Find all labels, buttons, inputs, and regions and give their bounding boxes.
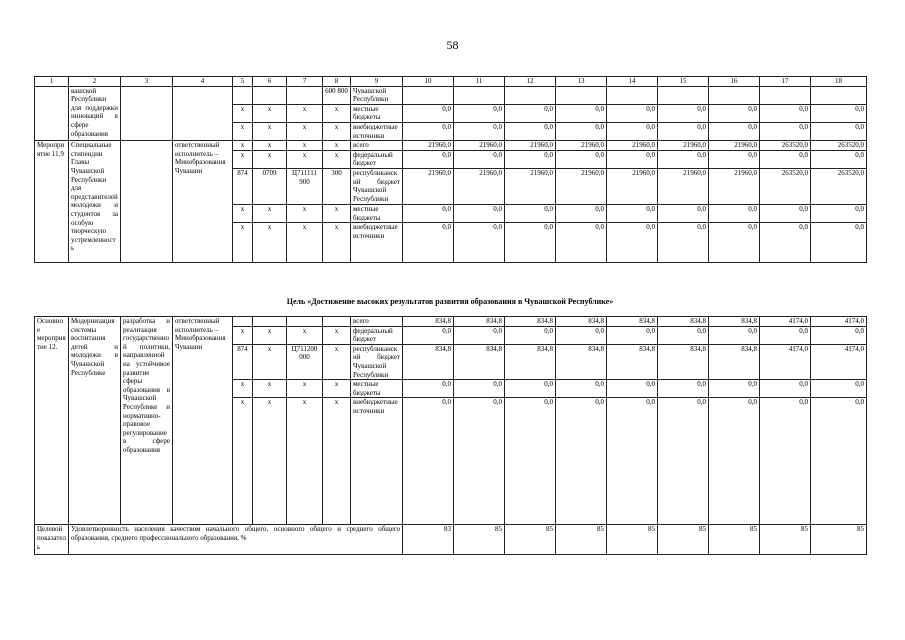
cell-amount: 0,0 <box>454 150 505 168</box>
cell-amount: 0,0 <box>403 380 454 398</box>
cell-grbs: x <box>233 150 253 168</box>
cell-amount: 0,0 <box>505 223 556 263</box>
cell-amount: 834,8 <box>658 317 709 327</box>
cell-amount <box>403 86 454 104</box>
cell-grbs: x <box>233 380 253 398</box>
cell-target-article <box>287 86 323 104</box>
cell-grbs: 874 <box>233 344 253 379</box>
cell-target-article: x <box>287 141 323 151</box>
header-cell: 12 <box>505 77 556 87</box>
goal-title: Цель «Достижение высоких результатов развития образования в Чувашской Республике» <box>286 297 614 306</box>
cell-target-article <box>287 317 323 327</box>
cell-amount: 0,0 <box>556 223 607 263</box>
cell-section: x <box>253 204 287 222</box>
cell-amount: 834,8 <box>658 344 709 379</box>
cell-amount: 834,8 <box>505 344 556 379</box>
cell-amount: 834,8 <box>556 344 607 379</box>
table-row <box>35 141 867 151</box>
header-cell: 7 <box>287 77 323 87</box>
cell-funding-source: внебюджетные источники <box>351 223 403 263</box>
cell-amount: 0,0 <box>454 223 505 263</box>
cell-funding-source: всего <box>351 141 403 151</box>
cell-expense-type: x <box>323 122 351 140</box>
cell-grbs: x <box>233 223 253 263</box>
cell-amount: 0,0 <box>658 122 709 140</box>
budget-table-top <box>34 76 867 263</box>
cell-amount: 0,0 <box>505 104 556 122</box>
cell-funding-source: Чувашской Республики <box>351 86 403 104</box>
cell-amount: 0,0 <box>505 150 556 168</box>
cell-amount: 0,0 <box>811 380 867 398</box>
cell-amount: 0,0 <box>607 326 658 344</box>
cell-grbs <box>233 317 253 327</box>
cell-section: x <box>253 122 287 140</box>
cell-amount: 834,8 <box>556 317 607 327</box>
cell-amount: 0,0 <box>403 326 454 344</box>
cell-amount: 0,0 <box>454 122 505 140</box>
cell-amount: 0,0 <box>505 380 556 398</box>
cell-amount: 0,0 <box>403 150 454 168</box>
cell-amount: 0,0 <box>658 150 709 168</box>
cell-amount: 21960,0 <box>454 141 505 151</box>
cell-amount: 834,8 <box>607 344 658 379</box>
cell-empty <box>35 86 69 141</box>
cell-amount: 0,0 <box>556 104 607 122</box>
cell-expense-type <box>323 317 351 327</box>
cell-target-article: x <box>287 122 323 140</box>
cell-amount: 21960,0 <box>607 141 658 151</box>
cell-amount: 0,0 <box>811 398 867 525</box>
cell-expense-type: x <box>323 398 351 525</box>
cell-expense-type: x <box>323 223 351 263</box>
cell-amount: 0,0 <box>607 150 658 168</box>
cell-funding-source: республиканский бюджет Чувашской Республики <box>351 344 403 379</box>
header-cell: 9 <box>351 77 403 87</box>
cell-amount: 834,8 <box>454 344 505 379</box>
cell-amount: 263520,0 <box>760 168 811 204</box>
header-cell: 18 <box>811 77 867 87</box>
cell-section <box>253 86 287 104</box>
cell-amount: 0,0 <box>811 223 867 263</box>
cell-grbs: x <box>233 122 253 140</box>
cell-amount: 0,0 <box>658 223 709 263</box>
cell-expense-type: 600 800 <box>323 86 351 104</box>
cell-grbs: x <box>233 398 253 525</box>
cell-target-value: 85 <box>556 525 607 555</box>
cell-target-article: x <box>287 223 323 263</box>
cell-funding-source: местные бюджеты <box>351 204 403 222</box>
header-cell: 1 <box>35 77 69 87</box>
cell-empty <box>121 141 173 263</box>
cell-amount: 21960,0 <box>556 141 607 151</box>
cell-amount: 0,0 <box>454 398 505 525</box>
header-cell: 3 <box>121 77 173 87</box>
cell-amount: 0,0 <box>454 104 505 122</box>
cell-amount: 0,0 <box>454 380 505 398</box>
target-row <box>35 525 867 555</box>
cell-target-value: 85 <box>607 525 658 555</box>
cell-amount: 0,0 <box>607 104 658 122</box>
cell-amount: 0,0 <box>607 223 658 263</box>
cell-expense-type: x <box>323 344 351 379</box>
cell-target-value: 85 <box>505 525 556 555</box>
cell-amount: 0,0 <box>403 104 454 122</box>
cell-amount: 0,0 <box>760 104 811 122</box>
cell-amount: 21960,0 <box>454 168 505 204</box>
cell-amount: 834,8 <box>403 317 454 327</box>
cell-expense-type: x <box>323 141 351 151</box>
cell-target-article: x <box>287 104 323 122</box>
cell-section <box>253 317 287 327</box>
cell-amount: 0,0 <box>556 326 607 344</box>
cell-section: x <box>253 141 287 151</box>
cell-amount: 21960,0 <box>556 168 607 204</box>
cell-amount: 834,8 <box>505 317 556 327</box>
header-cell: 2 <box>69 77 121 87</box>
cell-amount: 21960,0 <box>658 141 709 151</box>
cell-amount <box>607 86 658 104</box>
cell-amount: 0,0 <box>658 104 709 122</box>
header-row <box>35 77 867 87</box>
page-number: 58 <box>446 38 459 52</box>
cell-amount: 0,0 <box>709 122 760 140</box>
cell-amount: 834,8 <box>454 317 505 327</box>
cell-amount: 0,0 <box>607 398 658 525</box>
cell-amount: 0,0 <box>760 150 811 168</box>
cell-target-value: 85 <box>760 525 811 555</box>
cell-amount: 0,0 <box>709 398 760 525</box>
cell-amount: 4174,0 <box>811 344 867 379</box>
cell-amount: 263520,0 <box>760 141 811 151</box>
cell-target-value: 85 <box>811 525 867 555</box>
cell-amount: 0,0 <box>607 122 658 140</box>
table-row <box>35 86 867 104</box>
cell-amount: 0,0 <box>811 104 867 122</box>
cell-amount: 0,0 <box>811 122 867 140</box>
cell-funding-source: местные бюджеты <box>351 380 403 398</box>
cell-amount: 21960,0 <box>709 168 760 204</box>
header-cell: 15 <box>658 77 709 87</box>
cell-amount: 0,0 <box>607 380 658 398</box>
cell-amount: 0,0 <box>403 398 454 525</box>
header-cell: 16 <box>709 77 760 87</box>
cell-target-article: Ц711200 000 <box>287 344 323 379</box>
cell-amount: 0,0 <box>811 204 867 222</box>
cell-section: 0709 <box>253 168 287 204</box>
cell-amount: 0,0 <box>709 380 760 398</box>
cell-empty <box>173 86 233 141</box>
cell-target-value: 83 <box>403 525 454 555</box>
cell-event-label: Мероприятие 11.9 <box>35 141 69 263</box>
header-cell: 10 <box>403 77 454 87</box>
cell-amount: 0,0 <box>760 122 811 140</box>
cell-amount: 0,0 <box>403 204 454 222</box>
cell-amount: 0,0 <box>556 398 607 525</box>
cell-grbs: x <box>233 104 253 122</box>
cell-amount: 0,0 <box>709 326 760 344</box>
cell-section: x <box>253 398 287 525</box>
cell-funding-source: внебюджетные источники <box>351 122 403 140</box>
cell-amount: 0,0 <box>505 326 556 344</box>
cell-event-label: Основное мероприятие 12. <box>35 317 69 525</box>
cell-amount: 0,0 <box>760 326 811 344</box>
cell-target-article: x <box>287 326 323 344</box>
cell-expense-type: x <box>323 150 351 168</box>
cell-amount: 21960,0 <box>658 168 709 204</box>
budget-table-bottom <box>34 316 867 555</box>
cell-amount: 0,0 <box>556 150 607 168</box>
cell-amount: 21960,0 <box>505 141 556 151</box>
cell-amount: 0,0 <box>454 204 505 222</box>
cell-amount: 0,0 <box>556 204 607 222</box>
cell-amount: 0,0 <box>811 150 867 168</box>
cell-amount: 0,0 <box>505 122 556 140</box>
header-cell: 6 <box>253 77 287 87</box>
cell-funding-source: всего <box>351 317 403 327</box>
cell-expense-type: x <box>323 104 351 122</box>
cell-expense-type: x <box>323 380 351 398</box>
cell-amount: 0,0 <box>658 380 709 398</box>
cell-funding-source: федеральный бюджет <box>351 326 403 344</box>
cell-amount <box>760 86 811 104</box>
cell-amount <box>811 86 867 104</box>
cell-amount: 0,0 <box>760 380 811 398</box>
cell-target-article: x <box>287 380 323 398</box>
cell-amount: 0,0 <box>811 326 867 344</box>
cell-target-value: 85 <box>454 525 505 555</box>
cell-amount: 0,0 <box>505 398 556 525</box>
cell-target-text: Удовлетворенность населения качеством начального общего, основного общего и среднего общего образования, среднего профессионального образования, % <box>69 525 403 555</box>
cell-amount: 21960,0 <box>505 168 556 204</box>
cell-amount: 0,0 <box>709 104 760 122</box>
cell-amount: 263520,0 <box>811 168 867 204</box>
cell-target-label: Целевой показатель <box>35 525 69 555</box>
cell-amount: 0,0 <box>505 204 556 222</box>
cell-grbs: x <box>233 204 253 222</box>
cell-funding-source: федеральный бюджет <box>351 150 403 168</box>
cell-funding-source: республиканский бюджет Чувашской Республики <box>351 168 403 204</box>
cell-expected-result: разработка и реализация государственной политики, направленной на устойчивое развитие сферы образования в Чувашской Республике и нормативно-правовое регулирование в сфере образования <box>121 317 173 525</box>
cell-event-name: вашской Республики для поддержки инноваций в сфере образования <box>69 86 121 141</box>
cell-empty <box>121 86 173 141</box>
cell-amount: 0,0 <box>658 398 709 525</box>
cell-amount: 0,0 <box>454 326 505 344</box>
cell-amount: 4174,0 <box>760 317 811 327</box>
cell-target-article: x <box>287 204 323 222</box>
cell-amount: 0,0 <box>658 326 709 344</box>
cell-amount: 0,0 <box>709 150 760 168</box>
cell-section: x <box>253 150 287 168</box>
cell-amount <box>505 86 556 104</box>
cell-amount: 0,0 <box>403 223 454 263</box>
cell-amount <box>556 86 607 104</box>
cell-executor: ответственный исполнитель – Минобразования Чувашии <box>173 317 233 525</box>
header-cell: 8 <box>323 77 351 87</box>
cell-grbs: 874 <box>233 168 253 204</box>
cell-amount: 0,0 <box>607 204 658 222</box>
cell-event-name: Модернизация системы воспитания детей и молодежи в Чувашской Республике <box>69 317 121 525</box>
cell-funding-source: местные бюджеты <box>351 104 403 122</box>
cell-grbs <box>233 86 253 104</box>
cell-amount: 0,0 <box>556 380 607 398</box>
cell-target-article: x <box>287 398 323 525</box>
cell-target-article: x <box>287 150 323 168</box>
cell-expense-type: x <box>323 204 351 222</box>
header-cell: 5 <box>233 77 253 87</box>
cell-target-article: Ц711111 900 <box>287 168 323 204</box>
cell-amount: 834,8 <box>607 317 658 327</box>
cell-amount: 0,0 <box>658 204 709 222</box>
cell-amount <box>658 86 709 104</box>
cell-section: x <box>253 344 287 379</box>
cell-amount <box>454 86 505 104</box>
header-cell: 17 <box>760 77 811 87</box>
header-cell: 13 <box>556 77 607 87</box>
cell-amount: 0,0 <box>760 204 811 222</box>
cell-amount: 21960,0 <box>709 141 760 151</box>
cell-target-value: 85 <box>658 525 709 555</box>
cell-amount: 0,0 <box>760 223 811 263</box>
cell-section: x <box>253 223 287 263</box>
cell-amount: 834,8 <box>403 344 454 379</box>
cell-grbs: x <box>233 326 253 344</box>
cell-expense-type: x <box>323 326 351 344</box>
header-cell: 4 <box>173 77 233 87</box>
cell-amount: 263520,0 <box>811 141 867 151</box>
cell-section: x <box>253 326 287 344</box>
cell-target-value: 85 <box>709 525 760 555</box>
table-row <box>35 317 867 327</box>
cell-executor: ответственный исполнитель – Минобразования Чувашии <box>173 141 233 263</box>
cell-amount: 0,0 <box>709 223 760 263</box>
header-cell: 14 <box>607 77 658 87</box>
cell-amount: 834,8 <box>709 344 760 379</box>
cell-amount: 0,0 <box>403 122 454 140</box>
cell-section: x <box>253 104 287 122</box>
cell-amount: 0,0 <box>760 398 811 525</box>
cell-section: x <box>253 380 287 398</box>
cell-amount: 834,8 <box>709 317 760 327</box>
cell-amount: 0,0 <box>709 204 760 222</box>
cell-amount: 4174,0 <box>811 317 867 327</box>
header-cell: 11 <box>454 77 505 87</box>
cell-amount: 21960,0 <box>403 168 454 204</box>
cell-grbs: x <box>233 141 253 151</box>
cell-event-name: Специальные стипендии Главы Чувашской Республики для представителей молодежи и студентов за особую творческую устремленность <box>69 141 121 263</box>
cell-funding-source: внебюджетные источники <box>351 398 403 525</box>
cell-amount <box>709 86 760 104</box>
cell-expense-type: 300 <box>323 168 351 204</box>
cell-amount: 4174,0 <box>760 344 811 379</box>
cell-amount: 21960,0 <box>607 168 658 204</box>
cell-amount: 0,0 <box>556 122 607 140</box>
cell-amount: 21960,0 <box>403 141 454 151</box>
